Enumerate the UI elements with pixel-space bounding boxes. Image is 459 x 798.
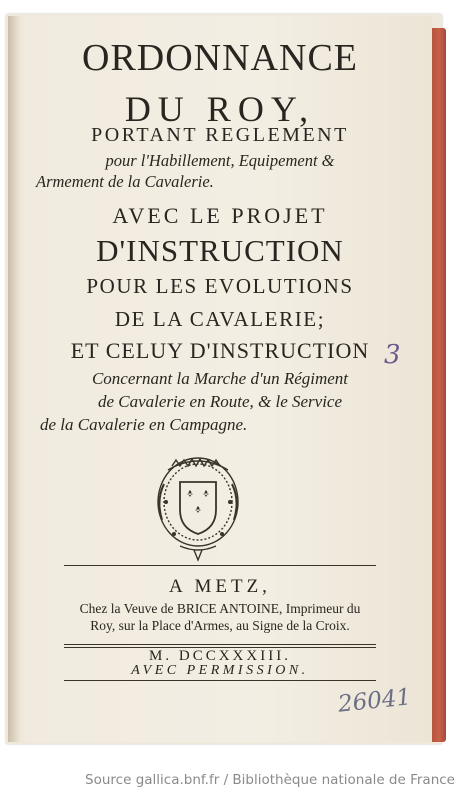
publication-date: M. DCCXXXIII.: [149, 648, 291, 664]
evolutions-line: POUR LES EVOLUTIONS: [86, 274, 354, 298]
portant-reglement: PORTANT REGLEMENT: [91, 124, 349, 146]
handwritten-shelf-number: 26041: [336, 684, 413, 718]
avec-le-projet: AVEC LE PROJET: [112, 203, 328, 228]
place-of-printing: A METZ,: [169, 576, 271, 597]
concernant-line-3: de la Cavalerie en Campagne.: [40, 415, 248, 434]
divider-top: [64, 565, 376, 566]
instruction-heading: D'INSTRUCTION: [96, 233, 344, 268]
purpose-line-2: Armement de la Cavalerie.: [36, 172, 214, 191]
handwritten-margin-number: 3: [384, 340, 401, 370]
divider-bottom: [64, 680, 376, 681]
subtitle-du-roy: DU ROY,: [124, 89, 316, 129]
title: ORDONNANCE: [82, 37, 358, 79]
concernant-line-2: de Cavalerie en Route, & le Service: [97, 392, 343, 411]
purpose-line-1: pour l'Habillement, Equipement &: [105, 151, 335, 170]
printer-line-2: Roy, sur la Place d'Armes, au Signe de la Croix.: [90, 618, 350, 633]
concernant-line-1: Concernant la Marche d'un Régiment: [91, 369, 349, 388]
avec-permission: AVEC PERMISSION.: [131, 663, 309, 678]
source-credit: Source gallica.bnf.fr / Bibliothèque nationale de France: [85, 772, 455, 788]
et-celuy-line: ET CELUY D'INSTRUCTION: [70, 338, 370, 363]
printer-line-1: Chez la Veuve de BRICE ANTOINE, Imprimeur du: [79, 601, 361, 616]
royal-arms-emblem-icon: [150, 450, 246, 562]
cavalerie-line: DE LA CAVALERIE;: [114, 307, 326, 331]
red-page-edge: [430, 28, 446, 742]
divider-middle: [64, 644, 376, 645]
